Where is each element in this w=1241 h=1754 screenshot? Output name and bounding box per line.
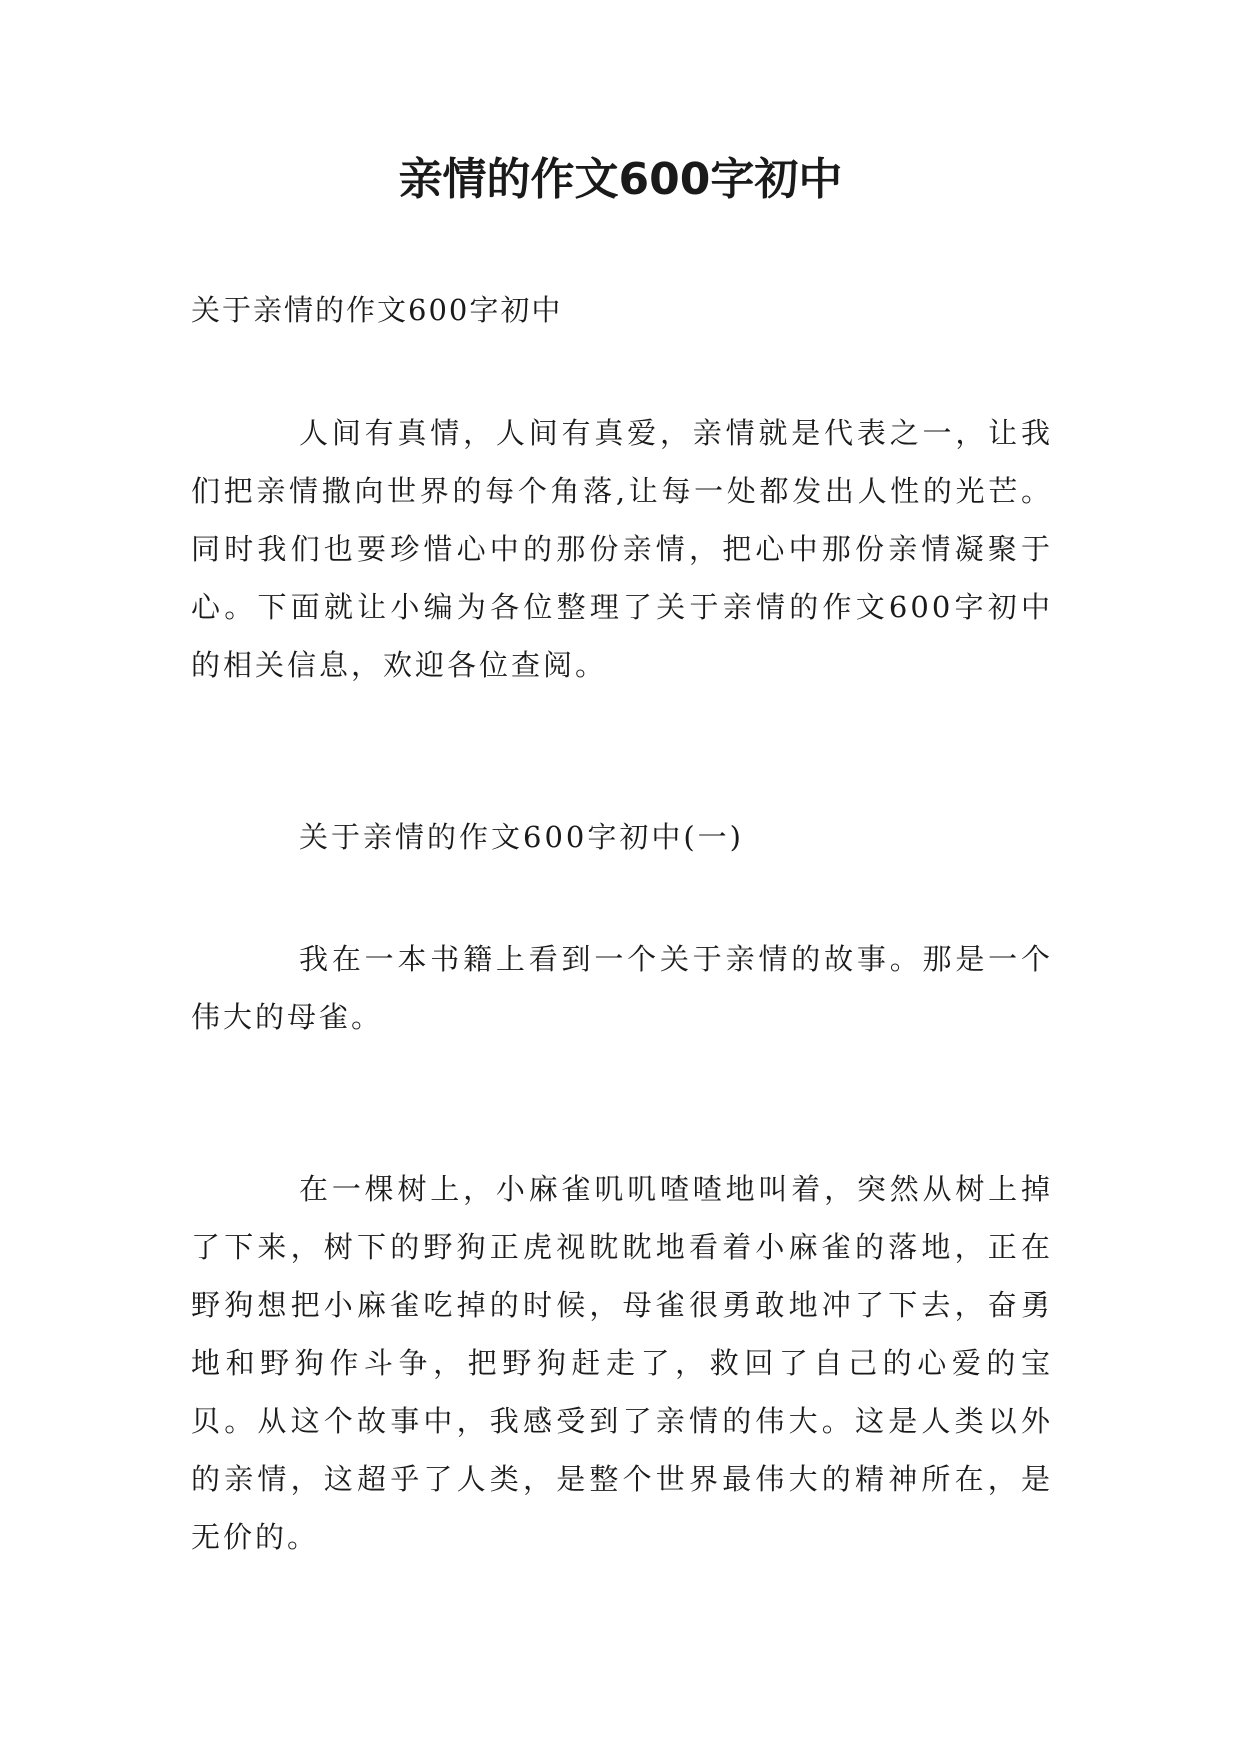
document-subtitle: 关于亲情的作文600字初中: [191, 293, 563, 327]
story-paragraph-2: 在一棵树上，小麻雀叽叽喳喳地叫着，突然从树上掉了下来，树下的野狗正虎视眈眈地看着小麻雀的落地，正在野狗想把小麻雀吃掉的时候，母雀很勇敢地冲了下去，奋勇地和野狗作斗争，把野狗赶走了，救回了自己的心爱的宝贝。从这个故事中，我感受到了亲情的伟大。这是人类以外的亲情，这超乎了人类，是整个世界最伟大的精神所在，是无价的。: [191, 1172, 1053, 1554]
document-title: 亲情的作文600字初中: [398, 154, 843, 205]
story-paragraph-1: 我在一本书籍上看到一个关于亲情的故事。那是一个伟大的母雀。: [191, 942, 1053, 1034]
intro-paragraph: 人间有真情，人间有真爱，亲情就是代表之一，让我们把亲情撒向世界的每个角落,让每一处都发出人性的光芒。同时我们也要珍惜心中的那份亲情，把心中那份亲情凝聚于心。下面就让小编为各位整理了关于亲情的作文600字初中的相关信息，欢迎各位查阅。: [191, 416, 1053, 682]
section-heading: 关于亲情的作文600字初中(一): [299, 820, 744, 854]
